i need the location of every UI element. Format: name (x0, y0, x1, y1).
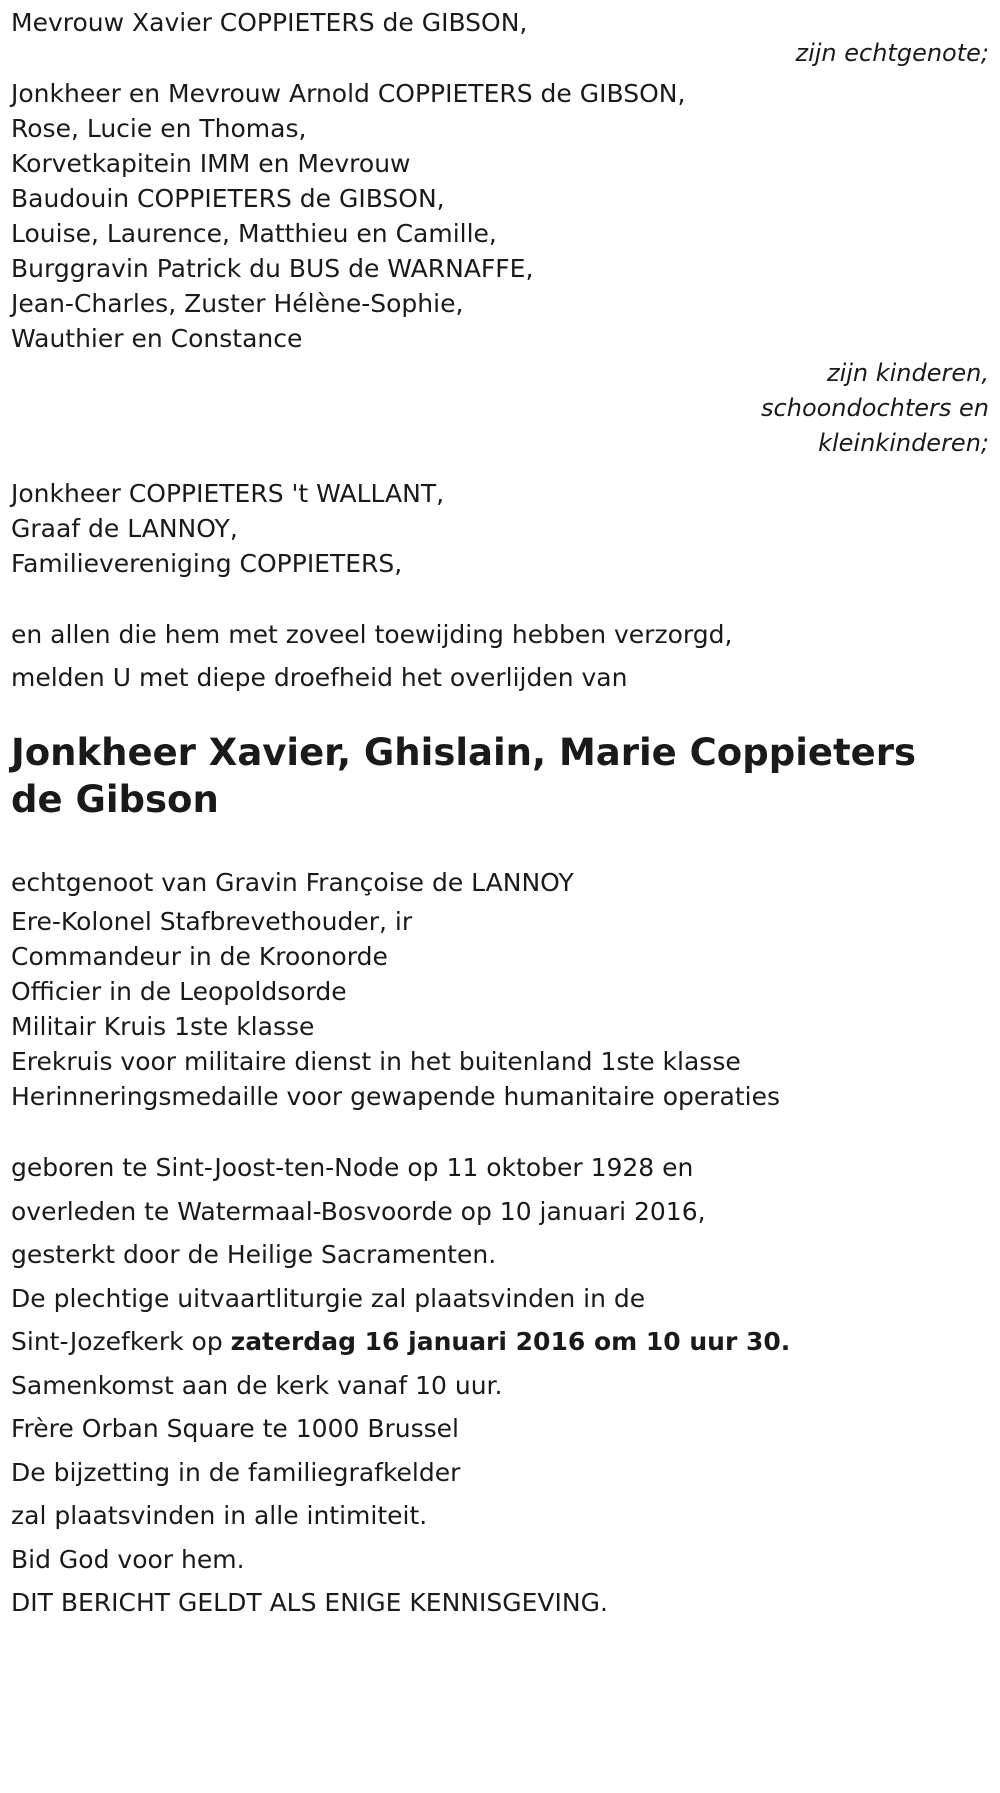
children-line: Korvetkapitein IMM en Mevrouw (11, 149, 411, 178)
family-line: Familievereniging COPPIETERS, (11, 549, 403, 578)
liturgy-line: De plechtige uitvaartliturgie zal plaatsvinden in de (11, 1283, 646, 1313)
children-line: Baudouin COPPIETERS de GIBSON, (11, 184, 445, 213)
children-line: Jonkheer en Mevrouw Arnold COPPIETERS de GIBSON, (11, 79, 686, 108)
prayer-line: Bid God voor hem. (11, 1544, 245, 1574)
obituary-notice (11, 8, 991, 1625)
church-line (11, 1320, 991, 1364)
birth-line: geboren te Sint-Joost-ten-Node op 11 oktober 1928 en (11, 1153, 694, 1182)
children-line: Wauthier en Constance (11, 324, 303, 353)
honor-line: Militair Kruis 1ste klasse (11, 1012, 315, 1041)
children-roles (11, 356, 991, 461)
honors-list (11, 904, 991, 1114)
deceased-name: Jonkheer Xavier, Ghislain, Marie Coppieters de Gibson (11, 731, 917, 821)
honor-line: Erekruis voor militaire dienst in het buitenland 1ste klasse (11, 1047, 741, 1076)
sacraments-line: gesterkt door de Heilige Sacramenten. (11, 1240, 497, 1269)
children-role-line: schoondochters en (761, 394, 989, 422)
wife-role: zijn echtgenote; (795, 39, 989, 67)
children-line: Rose, Lucie en Thomas, (11, 114, 307, 143)
honor-line: Officier in de Leopoldsorde (11, 977, 347, 1006)
church-date: zaterdag 16 januari 2016 om 10 uur 30. (230, 1327, 791, 1356)
burial-line: zal plaatsvinden in alle intimiteit. (11, 1501, 428, 1530)
honor-line: Commandeur in de Kroonorde (11, 942, 388, 971)
funeral-details (11, 1146, 991, 1625)
church-prefix: Sint-Jozefkerk op (11, 1327, 231, 1356)
children-line: Burggravin Patrick du BUS de WARNAFFE, (11, 254, 534, 283)
children-role-line: zijn kinderen, (826, 359, 989, 387)
children-list (11, 76, 991, 356)
children-line: Louise, Laurence, Matthieu en Camille, (11, 219, 497, 248)
children-line: Jean-Charles, Zuster Hélène-Sophie, (11, 289, 464, 318)
announcement-line: melden U met diepe droefheid het overlijden van (11, 663, 628, 692)
children-role-line: kleinkinderen; (818, 429, 989, 457)
gathering-line: Samenkomst aan de kerk vanaf 10 uur. (11, 1370, 503, 1400)
burial-line: De bijzetting in de familiegrafkelder (11, 1457, 461, 1487)
family-line: Jonkheer COPPIETERS 't WALLANT, (11, 479, 445, 508)
wife-name: Mevrouw Xavier COPPIETERS de GIBSON, (11, 8, 528, 37)
family-line: Graaf de LANNOY, (11, 514, 238, 543)
notice-line: DIT BERICHT GELDT ALS ENIGE KENNISGEVING. (11, 1588, 608, 1617)
announcement-line: en allen die hem met zoveel toewijding hebben verzorgd, (11, 620, 733, 649)
address-line: Frère Orban Square te 1000 Brussel (11, 1414, 459, 1443)
spouse-line: echtgenoot van Gravin Françoise de LANNOY (11, 868, 574, 897)
death-line: overleden te Watermaal-Bosvoorde op 10 januari 2016, (11, 1196, 706, 1226)
family-list (11, 476, 991, 581)
honor-line: Ere-Kolonel Stafbrevethouder, ir (11, 907, 413, 936)
honor-line: Herinneringsmedaille voor gewapende humanitaire operaties (11, 1082, 781, 1111)
